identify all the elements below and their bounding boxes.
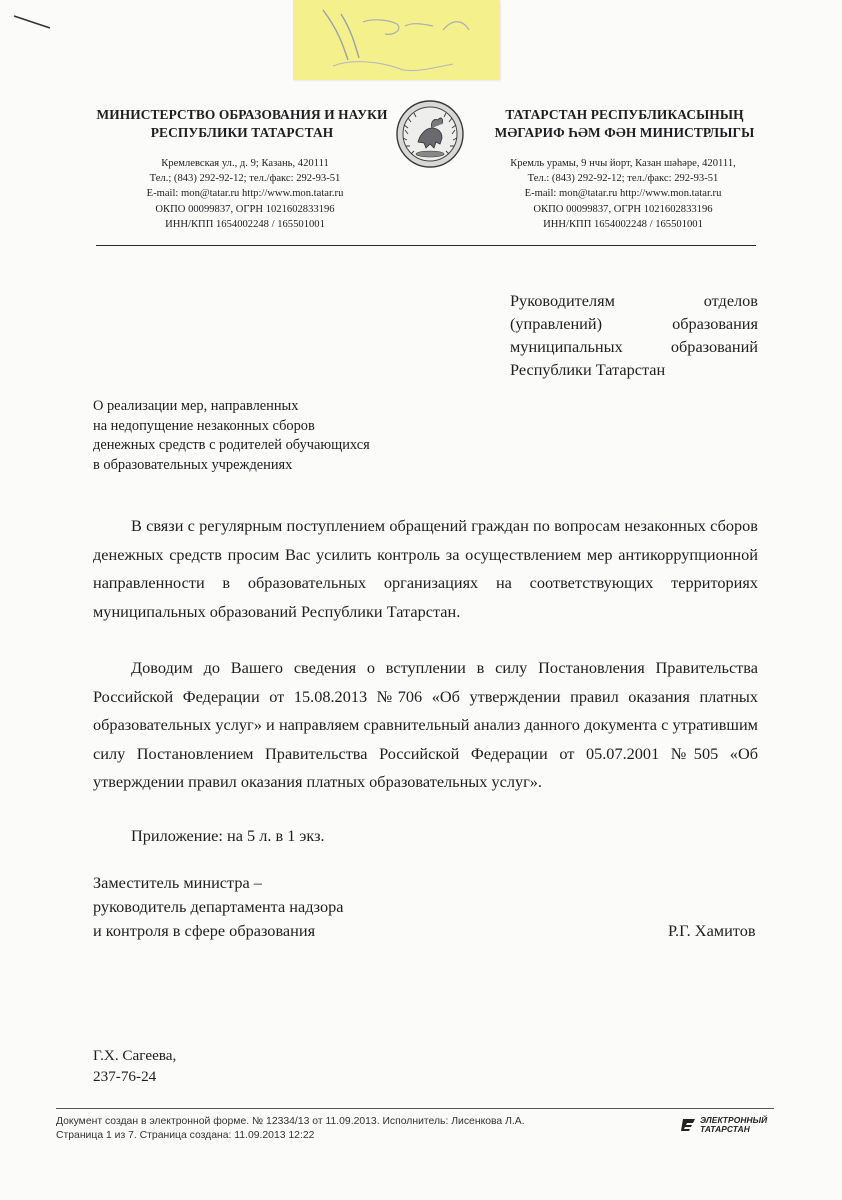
ministry-title-line: МӘГАРИФ ҺӘМ ФӘН МИНИСТРЛЫГЫ xyxy=(494,125,755,140)
ministry-contacts-tatar xyxy=(478,156,768,232)
inn-line: ИНН/КПП 1654002248 / 165501001 xyxy=(543,218,703,230)
okpo-line: ОКПО 00099837, ОГРН 1021602833196 xyxy=(155,203,335,215)
footer-document-info: Документ создан в электронной форме. № 12334/13 от 11.09.2013. Исполнитель: Лисенкова Л.А. xyxy=(56,1116,525,1127)
ministry-title-line: ТАТАРСТАН РЕСПУБЛИКАСЫНЫҢ xyxy=(505,107,744,122)
ministry-title-russian xyxy=(92,106,392,142)
email-web-line: E-mail: mon@tatar.ru http://www.mon.tatar.ru xyxy=(146,188,344,200)
addressee-line: Республики Татарстан xyxy=(510,360,666,379)
addressee-line: (управлений) образования xyxy=(510,314,758,333)
addressee-block xyxy=(510,289,758,381)
letter-subject xyxy=(93,397,370,475)
subject-line: О реализации мер, направленных xyxy=(93,398,299,414)
subject-line: на недопущение незаконных сборов xyxy=(93,417,315,434)
electronic-tatarstan-logo xyxy=(680,1115,776,1137)
executor-name: Г.Х. Сагеева, xyxy=(93,1047,177,1064)
ministry-title-line: РЕСПУБЛИКИ ТАТАРСТАН xyxy=(150,125,334,140)
footer-divider xyxy=(56,1108,774,1109)
sticky-note xyxy=(293,0,500,80)
footer-page-info: Страница 1 из 7. Страница создана: 11.09.2013 12:22 xyxy=(56,1130,315,1141)
logo-text: ЭЛЕКТРОННЫЙ xyxy=(700,1115,768,1125)
signer-position xyxy=(93,871,344,943)
electronic-tatarstan-logo-icon xyxy=(680,1116,698,1134)
corner-pen-mark xyxy=(12,14,52,30)
subject-line: денежных средств с родителей обучающихся xyxy=(93,437,370,453)
signer-position-line: Заместитель министра – xyxy=(93,873,262,892)
address-line: Кремль урамы, 9 нчы йорт, Казан шәһәре, 420111, xyxy=(510,158,736,169)
phone-line: Тел.; (843) 292-92-12; тел./факс: 292-93-51 xyxy=(149,173,341,185)
okpo-line: ОКПО 00099837, ОГРН 1021602833196 xyxy=(533,203,713,215)
signer-name: Р.Г. Хамитов xyxy=(668,921,756,940)
ministry-contacts-russian xyxy=(95,156,395,232)
inn-line: ИНН/КПП 1654002248 / 165501001 xyxy=(165,218,325,230)
signer-position-line: и контроля в сфере образования xyxy=(93,921,316,940)
handwritten-note-icon xyxy=(293,0,500,80)
phone-line: Тел.: (843) 292-92-12; тел./факс: 292-93-51 xyxy=(527,173,719,185)
subject-line: в образовательных учреждениях xyxy=(93,456,293,473)
logo-text: ТАТАРСТАН xyxy=(700,1124,750,1134)
ministry-title-line: МИНИСТЕРСТВО ОБРАЗОВАНИЯ И НАУКИ xyxy=(96,107,388,122)
addressee-line: муниципальных образований xyxy=(510,337,758,356)
executor-block xyxy=(93,1045,176,1087)
email-web-line: E-mail: mon@tatar.ru http://www.mon.tatar.ru xyxy=(524,188,722,200)
electronic-document-footer xyxy=(56,1115,525,1143)
attachment-note: Приложение: на 5 л. в 1 экз. xyxy=(131,826,325,845)
executor-phone: 237-76-24 xyxy=(93,1068,157,1085)
tatarstan-emblem-icon xyxy=(394,98,466,170)
header-divider xyxy=(96,245,756,246)
address-line: Кремлевская ул., д. 9; Казань, 420111 xyxy=(161,158,329,169)
body-paragraph-2: Доводим до Вашего сведения о вступлении в силу Постановления Правительства Российской Федерации от 15.08.2013 №706 «Об утверждении правил оказания платных образовательных услуг» и направляем сравнительный анализ данного документа с утратившим силу Постановлением Правительства Российской Федерации от 05.07.2001 №505 «Об утверждении правил оказания платных образовательных услуг». xyxy=(93,658,758,791)
signer-position-line: руководитель департамента надзора xyxy=(93,897,344,916)
ministry-title-tatar xyxy=(482,106,767,142)
addressee-line: Руководителям отделов xyxy=(510,291,758,310)
body-paragraph-1: В связи с регулярным поступлением обращений граждан по вопросам незаконных сборов денежных средств просим Вас усилить контроль за осуществлением мер антикоррупционной направленности в образовательных организациях на соответствующих территориях муниципальных образований Республики Татарстан. xyxy=(93,516,758,621)
